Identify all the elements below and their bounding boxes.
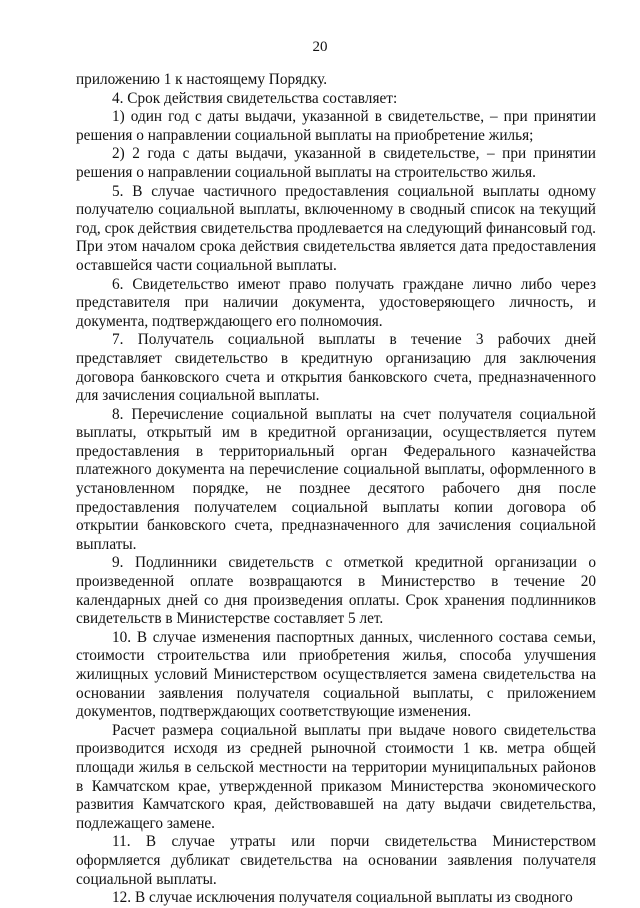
paragraph-continuation: приложению 1 к настоящему Порядку. bbox=[76, 71, 328, 88]
document-body bbox=[76, 71, 596, 908]
paragraph-4-item-2: 2) 2 года с даты выдачи, указанной в свидетельстве, – при принятии решения о направлении социальной выплаты на строительство жилья. bbox=[76, 145, 596, 181]
paragraph-12: 12. В случае исключения получателя социальной выплаты из сводного bbox=[112, 889, 573, 907]
paragraph-9: 9. Подлинники свидетельств с отметкой кредитной организации о произведенной оплате возвращаются в Министерство в течение 20 календарных дней со дня произведения оплаты. Срок хранения подлинников свидетельств в Министерстве составляет 5 лет. bbox=[76, 554, 596, 628]
paragraph-11: 11. В случае утраты или порчи свидетельства Министерством оформляется дубликат свидетельства на основании заявления получателя социальной выплаты. bbox=[76, 833, 596, 888]
paragraph-5: 5. В случае частичного предоставления социальной выплаты одному получателю социальной выплаты, включенному в сводный список на текущий год, срок действия свидетельства продлевается на следующий финансовый год. При этом началом срока действия свидетельства является дата предоставления оставшейся части социальной выплаты. bbox=[76, 182, 596, 274]
paragraph-10-calculation: Расчет размера социальной выплаты при выдаче нового свидетельства производится исходя из средней рыночной стоимости 1 кв. метра общей площади жилья в сельской местности на территории муниципальных районов в Камчатском крае, утвержденной приказом Министерства экономического развития Камчатского края, действовавшей на дату выдачи свидетельства, подлежащего замене. bbox=[76, 721, 596, 832]
paragraph-4-validity-period: 4. Срок действия свидетельства составляет: bbox=[112, 89, 398, 107]
paragraph-8: 8. Перечисление социальной выплаты на счет получателя социальной выплаты, открытый им в кредитной организации, осуществляется путем предоставления в территориальный орган Федерального казначейства платежного документа на перечисление социальной выплаты, оформленного в установленном порядке, не позднее десятого рабочего дня после предоставления получателем социальной выплаты копии договора об открытии банковского счета, предназначенного для зачисления социальной выплаты. bbox=[76, 405, 596, 553]
paragraph-10: 10. В случае изменения паспортных данных, численного состава семьи, стоимости строительства или приобретения жилья, способа улучшения жилищных условий Министерством осуществляется замена свидетельства на основании заявления получателя социальной выплаты, с приложением документов, подтверждающих соответствующие изменения. bbox=[76, 628, 596, 721]
page-number: 20 bbox=[312, 39, 328, 55]
paragraph-4-item-1: 1) один год с даты выдачи, указанной в свидетельстве, – при принятии решения о направлении социальной выплаты на приобретение жилья; bbox=[76, 108, 596, 144]
paragraph-6: 6. Свидетельство имеют право получать граждане лично либо через представителя при наличии документа, удостоверяющего личность, и документа, подтверждающего его полномочия. bbox=[76, 275, 596, 330]
paragraph-7: 7. Получатель социальной выплаты в течение 3 рабочих дней представляет свидетельство в кредитную организацию для заключения договора банковского счета и открытия банковского счета, предназначенного для зачисления социальной выплаты. bbox=[76, 331, 596, 405]
